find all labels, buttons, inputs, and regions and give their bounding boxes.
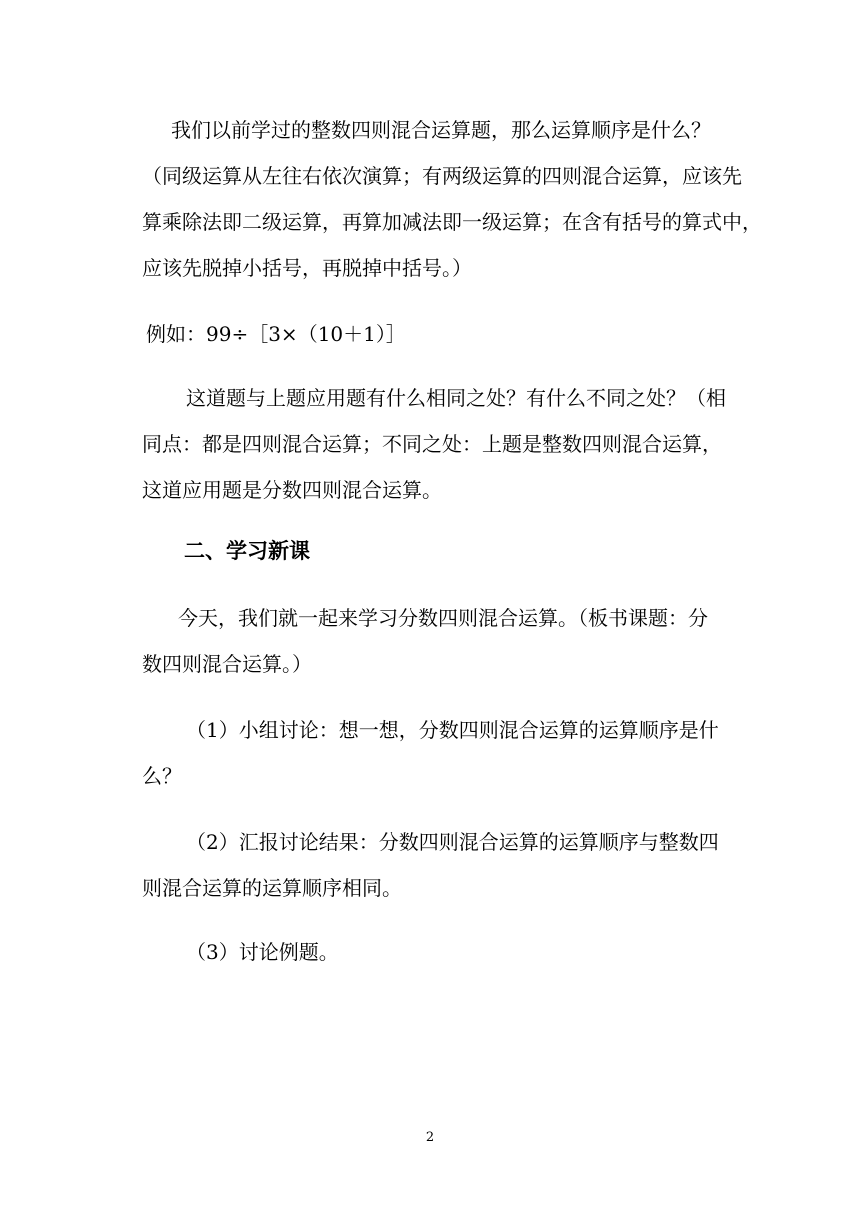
section-heading: 二、学习新课 xyxy=(184,539,310,563)
paragraph-line: 今天，我们就一起来学习分数四则混合运算。（板书课题：分 xyxy=(178,606,708,630)
paragraph-line: 同点：都是四则混合运算；不同之处：上题是整数四则混合运算， xyxy=(142,432,722,456)
paragraph-line: 数四则混合运算。） xyxy=(142,652,312,676)
paragraph-line: 这道题与上题应用题有什么相同之处？有什么不同之处？（相 xyxy=(186,386,726,410)
paragraph-line: 则混合运算的运算顺序相同。 xyxy=(142,876,402,900)
paragraph-line: 我们以前学过的整数四则混合运算题，那么运算顺序是什么？ xyxy=(171,118,711,142)
paragraph-line: 应该先脱掉小括号，再脱掉中括号。） xyxy=(142,256,472,280)
page-number: 2 xyxy=(425,1130,435,1145)
paragraph-line: 这道应用题是分数四则混合运算。 xyxy=(142,478,442,502)
paragraph-line: 算乘除法即二级运算，再算加减法即一级运算；在含有括号的算式中， xyxy=(142,210,762,234)
paragraph-line: 么？ xyxy=(142,764,182,788)
example-expression: 例如：99÷［3×（10＋1）］ xyxy=(146,322,406,346)
paragraph-line: （3）讨论例题。 xyxy=(186,940,339,964)
paragraph-line: （1）小组讨论：想一想，分数四则混合运算的运算顺序是什 xyxy=(186,718,719,742)
paragraph-line: （同级运算从左往右依次演算；有两级运算的四则混合运算，应该先 xyxy=(142,164,742,188)
paragraph-line: （2）汇报讨论结果：分数四则混合运算的运算顺序与整数四 xyxy=(186,830,719,854)
